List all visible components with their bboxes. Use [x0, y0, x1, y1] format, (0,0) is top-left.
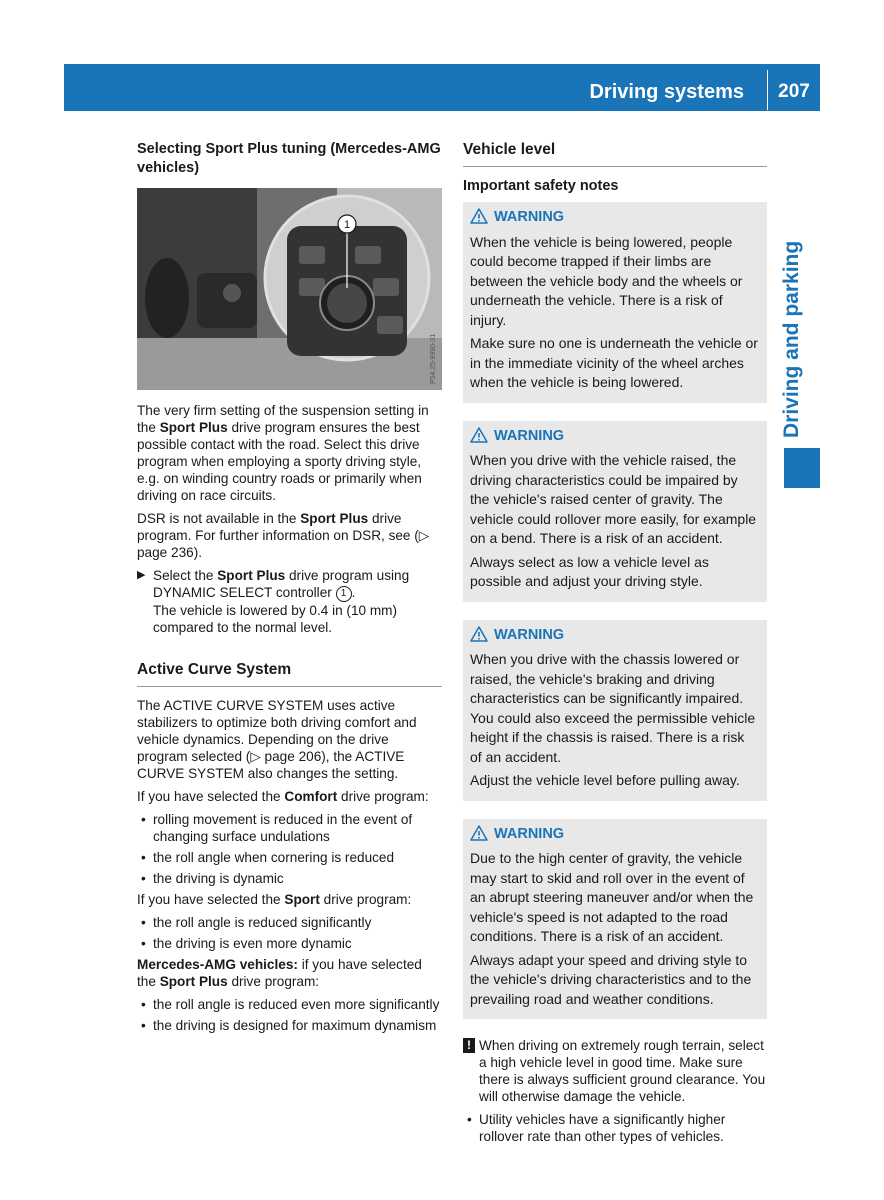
warning-heading	[470, 626, 759, 646]
warning-text: Adjust the vehicle level before pulling away.	[470, 772, 740, 788]
dsr-paragraph	[137, 510, 442, 561]
bold-term: Mercedes-AMG vehicles:	[137, 957, 298, 972]
vehicle-level-heading: Vehicle level	[463, 140, 767, 167]
list-item: • the driving is even more dynamic	[137, 935, 442, 952]
damage-note	[463, 1037, 767, 1105]
warning-label: WARNING	[494, 427, 565, 444]
amg-intro	[137, 956, 442, 990]
warning-text: Always select as low a vehicle level as possible and adjust your driving style.	[470, 553, 709, 589]
bold-term: Sport	[284, 892, 320, 907]
warning-text: When the vehicle is being lowered, people could become trapped if their limbs are between the vehicle body and the wheels or underneath the vehicle. There is a risk of injury.	[470, 233, 743, 328]
side-tab-label: Driving and parking	[780, 240, 803, 438]
list-item: • the roll angle is reduced significantly	[137, 914, 442, 931]
text-run: drive program using DYNAMIC SELECT controller	[153, 568, 410, 600]
bold-term: Sport Plus	[300, 511, 369, 526]
bold-term: Sport Plus	[159, 420, 228, 435]
warning-triangle-icon	[470, 208, 488, 224]
warning-text: When you drive with the vehicle raised, the driving characteristics could be impaired by the vehicle's raised center of gravity. The vehicle could rollover more easily, for example on a bend. There is a risk of an accident.	[470, 452, 757, 546]
right-column	[463, 140, 767, 1149]
warning-box	[463, 620, 767, 801]
text-run: drive program:	[337, 789, 429, 804]
warning-text: Make sure no one is underneath the vehicle or in the immediate vicinity of the wheel arches when the vehicle is being lowered.	[470, 335, 758, 390]
comfort-intro	[137, 788, 442, 805]
step-text	[153, 568, 409, 600]
list-item: • rolling movement is reduced in the event of changing surface undulations	[137, 811, 442, 845]
list-item: • the driving is dynamic	[137, 870, 442, 887]
warning-heading	[470, 208, 759, 228]
instruction-step	[137, 567, 442, 636]
bold-term: Comfort	[284, 789, 338, 804]
text-run: drive program. For further information on DSR, see (▷ page 236).	[137, 511, 430, 560]
text-run: drive program:	[227, 974, 320, 989]
list-item: • the driving is designed for maximum dynamism	[137, 1017, 442, 1034]
header-bar	[64, 64, 820, 111]
acs-paragraph: The ACTIVE CURVE SYSTEM uses active stabilizers to optimize both driving comfort and vehicle dynamics. Depending on the drive program selected (▷ page 206), the ACTIVE CURVE SYSTEM also changes the setting.	[137, 698, 417, 781]
side-tab-marker	[784, 448, 820, 488]
text-run: If you have selected the	[137, 892, 285, 907]
warning-box	[463, 421, 767, 602]
image-callout-1: 1	[343, 219, 351, 231]
warning-text: Due to the high center of gravity, the vehicle may start to skid and roll over in the event of an abrupt steering maneuver and/or when the vehicle's speed is not adapted to the road conditions. There is a risk of an accident.	[470, 850, 754, 944]
list-item: • the roll angle when cornering is reduced	[137, 849, 442, 866]
comfort-list	[137, 811, 442, 887]
warning-label: WARNING	[494, 209, 565, 225]
warning-label: WARNING	[494, 626, 565, 643]
warning-heading	[470, 825, 759, 845]
step-result: The vehicle is lowered by 0.4 in (10 mm) compared to the normal level.	[153, 603, 398, 635]
step-text-end: .	[351, 585, 356, 600]
note-text: When driving on extremely rough terrain, select a high vehicle level in good time. Make sure there is always sufficient ground clearance. You will otherwise damage the vehicle.	[479, 1038, 766, 1104]
dynamic-select-controller-photo	[137, 188, 442, 390]
warnings-container	[463, 202, 767, 1019]
warning-triangle-icon	[470, 825, 488, 841]
warning-box	[463, 819, 767, 1020]
image-code: P54.25-9990-31	[430, 333, 437, 384]
warning-box	[463, 202, 767, 403]
text-run: The very firm setting of the suspension setting in the	[137, 403, 429, 435]
left-column	[137, 140, 442, 1038]
warning-triangle-icon	[470, 626, 488, 642]
amg-list	[137, 996, 442, 1034]
safety-notes-heading: Important safety notes	[463, 178, 619, 194]
bold-term: Sport Plus	[159, 974, 228, 989]
text-run: if you have selected the	[137, 957, 422, 989]
sport-list	[137, 914, 442, 952]
sport-plus-heading: Selecting Sport Plus tuning (Mercedes-AMG vehicles)	[137, 141, 441, 176]
text-run: drive program ensures the best possible contact with the road. Select this drive program when employing a sporty driving style, e.g. on winding country roads or primarily when driving on race circuits.	[137, 420, 422, 503]
callout-1-icon: 1	[336, 586, 352, 602]
warning-label: WARNING	[494, 825, 565, 842]
bold-term: Sport Plus	[217, 568, 286, 583]
list-item: • Utility vehicles have a significantly higher rollover rate than other types of vehicles.	[463, 1111, 767, 1145]
warning-triangle-icon	[470, 427, 488, 443]
text-run: If you have selected the	[137, 789, 285, 804]
list-item: • the roll angle is reduced even more significantly	[137, 996, 442, 1013]
sport-plus-paragraph	[137, 402, 442, 504]
active-curve-heading: Active Curve System	[137, 660, 442, 687]
exclamation-icon: !	[463, 1038, 475, 1053]
warning-text: When you drive with the chassis lowered or raised, the vehicle's braking and driving characteristics can be significantly impaired. You could also exceed the permissible vehicle height if the chassis is raised. There is a risk of an accident.	[470, 651, 756, 765]
text-run: Select the	[153, 568, 218, 583]
sport-intro	[137, 891, 442, 908]
text-run: DSR is not available in the	[137, 511, 301, 526]
rollover-list	[463, 1111, 767, 1145]
warning-heading	[470, 427, 759, 447]
text-run: drive program:	[319, 892, 412, 907]
step-arrow-icon: ▶	[137, 569, 146, 581]
warning-text: Always adapt your speed and driving style to the vehicle's driving characteristics and to the prevailing road and weather conditions.	[470, 951, 752, 1007]
page-number: 207	[778, 81, 810, 102]
section-title: Driving systems	[589, 81, 744, 103]
